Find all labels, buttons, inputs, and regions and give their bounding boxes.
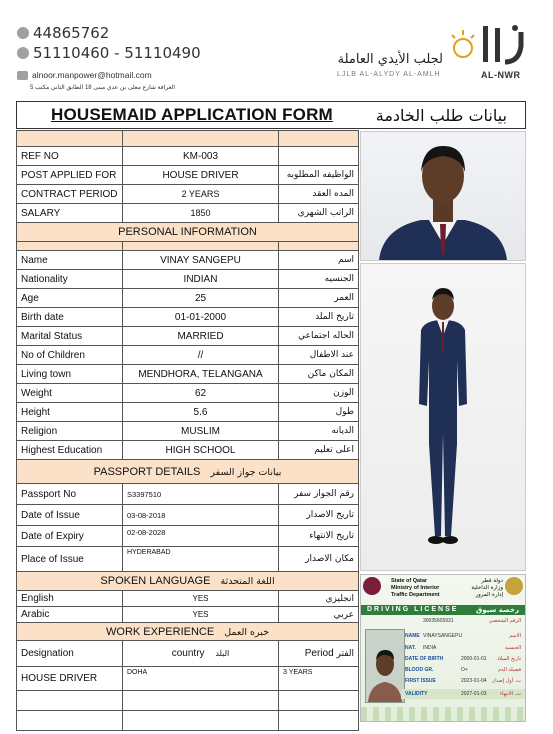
license-validity: 2027-01-03 <box>461 691 487 697</box>
field-label: Weight <box>17 384 123 403</box>
field-label-ar: عند الاطفال <box>279 346 359 365</box>
field-value: // <box>123 346 279 365</box>
whatsapp-icon <box>17 47 29 59</box>
ministry-ar: وزارة الداخلية <box>471 585 503 591</box>
license-nat: INDIA <box>423 645 437 651</box>
personal-row <box>17 365 359 384</box>
field-label: Height <box>17 403 123 422</box>
field-label: Arabic <box>17 607 123 623</box>
personal-row <box>17 346 359 365</box>
experience-row <box>17 667 359 691</box>
personal-row <box>17 270 359 289</box>
passport-row <box>17 484 359 505</box>
post-label-ar: الواظيفه المطلوبه <box>279 166 359 185</box>
designation-header: Designation <box>17 641 123 667</box>
field-value: HYDERABAD <box>123 547 279 572</box>
field-label: Place of Issue <box>17 547 123 572</box>
dept-en: Traffic Department <box>391 592 440 598</box>
license-dob: 2000-01-01 <box>461 656 487 662</box>
passport-heading: PASSPORT DETAILS <box>93 465 201 478</box>
language-row <box>17 591 359 607</box>
section-languages <box>17 572 359 591</box>
post-value: HOUSE DRIVER <box>123 166 279 185</box>
job-row <box>17 166 359 185</box>
personal-row <box>17 422 359 441</box>
license-issue-label: FIRST ISSUE <box>405 678 436 684</box>
spacer-row <box>17 131 359 147</box>
ref-value: KM-003 <box>123 147 279 166</box>
field-label: Name <box>17 251 123 270</box>
ref-label: REF NO <box>17 147 123 166</box>
form-title-bar <box>16 101 526 129</box>
experience-row-empty <box>17 691 359 711</box>
personal-row <box>17 441 359 460</box>
field-value: 5.6 <box>123 403 279 422</box>
field-label-ar: رقم الجواز سفر <box>279 484 359 505</box>
section-personal <box>17 223 359 242</box>
field-value: 25 <box>123 289 279 308</box>
personal-heading: PERSONAL INFORMATION <box>17 223 359 242</box>
license-blood: O+ <box>461 667 468 673</box>
field-label-ar: اعلى تعليم <box>279 441 359 460</box>
field-label-ar: عربي <box>279 607 359 623</box>
phone-2 <box>17 44 201 62</box>
logo-mark <box>449 22 531 68</box>
country-header-en: country <box>171 648 205 659</box>
logo-arabic <box>337 52 443 67</box>
license-issuer-en <box>391 578 440 599</box>
salary-label-ar: الراتب الشهري <box>279 204 359 223</box>
field-value: 03-08-2018 <box>123 505 279 526</box>
passport-heading-ar: بيانات جواز السفر <box>210 466 282 478</box>
license-blood-ar: فصيلة الدم <box>498 667 521 673</box>
license-dob-label: DATE OF BIRTH <box>405 656 444 662</box>
license-issue: 2023-01-04 <box>461 678 487 684</box>
personal-row <box>17 327 359 346</box>
personal-row <box>17 308 359 327</box>
email <box>17 70 152 80</box>
email-text: alnoor.manpower@hotmail.com <box>32 70 152 80</box>
envelope-icon <box>17 71 28 80</box>
field-label: Highest Education <box>17 441 123 460</box>
license-name-ar: الاسم <box>509 633 521 639</box>
job-row <box>17 185 359 204</box>
field-label: Age <box>17 289 123 308</box>
qatar-emblem-icon <box>363 577 381 595</box>
field-label: Marital Status <box>17 327 123 346</box>
ministry-en: Ministry of Interior <box>391 585 440 591</box>
field-label-ar: الجنسيه <box>279 270 359 289</box>
country-header-ar: البلد <box>215 649 230 658</box>
spacer-row <box>17 242 359 251</box>
phone-1-text: 44865762 <box>33 24 110 42</box>
passport-row <box>17 526 359 547</box>
job-row <box>17 204 359 223</box>
period-header <box>279 641 359 667</box>
state-en: State of Qatar <box>391 578 428 584</box>
address: الغرافة شارع معلى بن عدي مبنى 18 الطابق الثاني مكتب 5 <box>30 85 176 91</box>
field-label: Date of Expiry <box>17 526 123 547</box>
license-photo <box>365 629 405 703</box>
field-label: No of Children <box>17 346 123 365</box>
logo-name: AL-NWR <box>481 70 521 80</box>
license-pattern <box>361 707 525 721</box>
phone-icon <box>17 27 29 39</box>
contract-value: 2 YEARS <box>123 185 279 204</box>
personal-row <box>17 384 359 403</box>
field-label: Nationality <box>17 270 123 289</box>
field-value: MARRIED <box>123 327 279 346</box>
field-label: Date of Issue <box>17 505 123 526</box>
field-label-ar: تاريخ الانتهاء <box>279 526 359 547</box>
form-title-en: HOUSEMAID APPLICATION FORM <box>51 105 333 124</box>
period-header-en: Period <box>304 648 334 659</box>
field-label: Birth date <box>17 308 123 327</box>
field-label: Religion <box>17 422 123 441</box>
state-ar: دولة قطر <box>481 578 503 584</box>
language-heading: SPOKEN LANGUAGE <box>100 575 211 587</box>
field-label-ar: تاريخ الاصدار <box>279 505 359 526</box>
section-experience <box>17 623 359 641</box>
experience-row-empty <box>17 711 359 731</box>
field-value: 01-01-2000 <box>123 308 279 327</box>
field-value: MUSLIM <box>123 422 279 441</box>
driving-license-image <box>360 574 526 722</box>
phone-1 <box>17 24 109 42</box>
experience-designation: HOUSE DRIVER <box>17 667 123 691</box>
full-body-photo <box>360 263 526 571</box>
field-value: 02-08-2028 <box>123 526 279 547</box>
license-nat-label: NAT. <box>405 645 416 651</box>
logo-transliteration: LJLB AL-ALYDY AL-AMLH <box>337 71 441 78</box>
logo-ar-text: لجلب الأيدي العاملة <box>337 52 443 67</box>
field-label: English <box>17 591 123 607</box>
country-header <box>123 641 279 667</box>
salary-value: 1850 <box>123 204 279 223</box>
salary-label: SALARY <box>17 204 123 223</box>
field-label-ar: انجليزي <box>279 591 359 607</box>
form-title-ar: بيانات طلب الخادمة <box>375 105 507 125</box>
license-band-ar: رخصة سيوق <box>475 606 519 614</box>
field-value: HIGH SCHOOL <box>123 441 279 460</box>
field-value: 62 <box>123 384 279 403</box>
license-band <box>361 605 525 615</box>
experience-heading-ar: خبره العمل <box>224 626 269 638</box>
personal-row <box>17 289 359 308</box>
license-name-label: NAME <box>405 633 420 639</box>
language-heading-cell <box>17 572 359 591</box>
field-label-ar: الحاله اجتماعي <box>279 327 359 346</box>
portrait-photo <box>360 131 526 261</box>
field-value: S3397510 <box>123 484 279 505</box>
experience-country: DOHA <box>123 667 279 691</box>
field-label-ar: الديانه <box>279 422 359 441</box>
field-label-ar: طول <box>279 403 359 422</box>
license-blood-label: BLOOD GR. <box>405 667 434 673</box>
license-issue-ar: ت. أول إصدار <box>492 678 521 684</box>
passport-row <box>17 505 359 526</box>
personal-row <box>17 251 359 270</box>
field-label-ar: المكان ماكن <box>279 365 359 384</box>
personal-row <box>17 403 359 422</box>
job-row <box>17 147 359 166</box>
field-label: Passport No <box>17 484 123 505</box>
license-validity-label: VALIDITY <box>405 691 428 697</box>
license-name: VINAYSANGEPU <box>423 633 463 639</box>
experience-heading-cell <box>17 623 359 641</box>
field-value: INDIAN <box>123 270 279 289</box>
period-header-ar: الفتر <box>336 649 354 659</box>
field-label-ar: تاريخ الملد <box>279 308 359 327</box>
contract-label: CONTRACT PERIOD <box>17 185 123 204</box>
ministry-emblem-icon <box>505 577 523 595</box>
field-label: Living town <box>17 365 123 384</box>
field-value: YES <box>123 607 279 623</box>
field-value: VINAY SANGEPU <box>123 251 279 270</box>
passport-heading-cell <box>17 460 359 484</box>
application-table <box>16 130 359 731</box>
field-value: MENDHORA, TELANGANA <box>123 365 279 384</box>
phone-2-text: 51110460 - 51110490 <box>33 44 201 62</box>
license-validity-ar: ت. الانتهاء <box>499 691 521 697</box>
license-nat-ar: الجنسية <box>504 645 521 651</box>
experience-header-row <box>17 641 359 667</box>
section-passport <box>17 460 359 484</box>
field-label-ar: اسم <box>279 251 359 270</box>
post-label: POST APPLIED FOR <box>17 166 123 185</box>
field-label-ar: العمر <box>279 289 359 308</box>
experience-heading: WORK EXPERIENCE <box>106 625 215 638</box>
field-value: YES <box>123 591 279 607</box>
dept-ar: إدارة المرور <box>475 592 503 598</box>
ref-label-ar <box>279 147 359 166</box>
license-dob-ar: تاريخ الميلاد <box>496 656 521 662</box>
license-number: 30035605931 <box>423 618 454 624</box>
language-heading-ar: اللغة المتحدثة <box>220 576 275 587</box>
license-number-ar: الرقم الشخصي <box>488 618 521 624</box>
license-issuer-ar <box>471 578 503 599</box>
language-row <box>17 607 359 623</box>
field-label-ar: مكان الاصدار <box>279 547 359 572</box>
experience-period: 3 YEARS <box>279 667 359 691</box>
contract-label-ar: المده العقد <box>279 185 359 204</box>
passport-row <box>17 547 359 572</box>
license-band-en: DRIVING LICENSE <box>367 606 459 613</box>
field-label-ar: الوزن <box>279 384 359 403</box>
